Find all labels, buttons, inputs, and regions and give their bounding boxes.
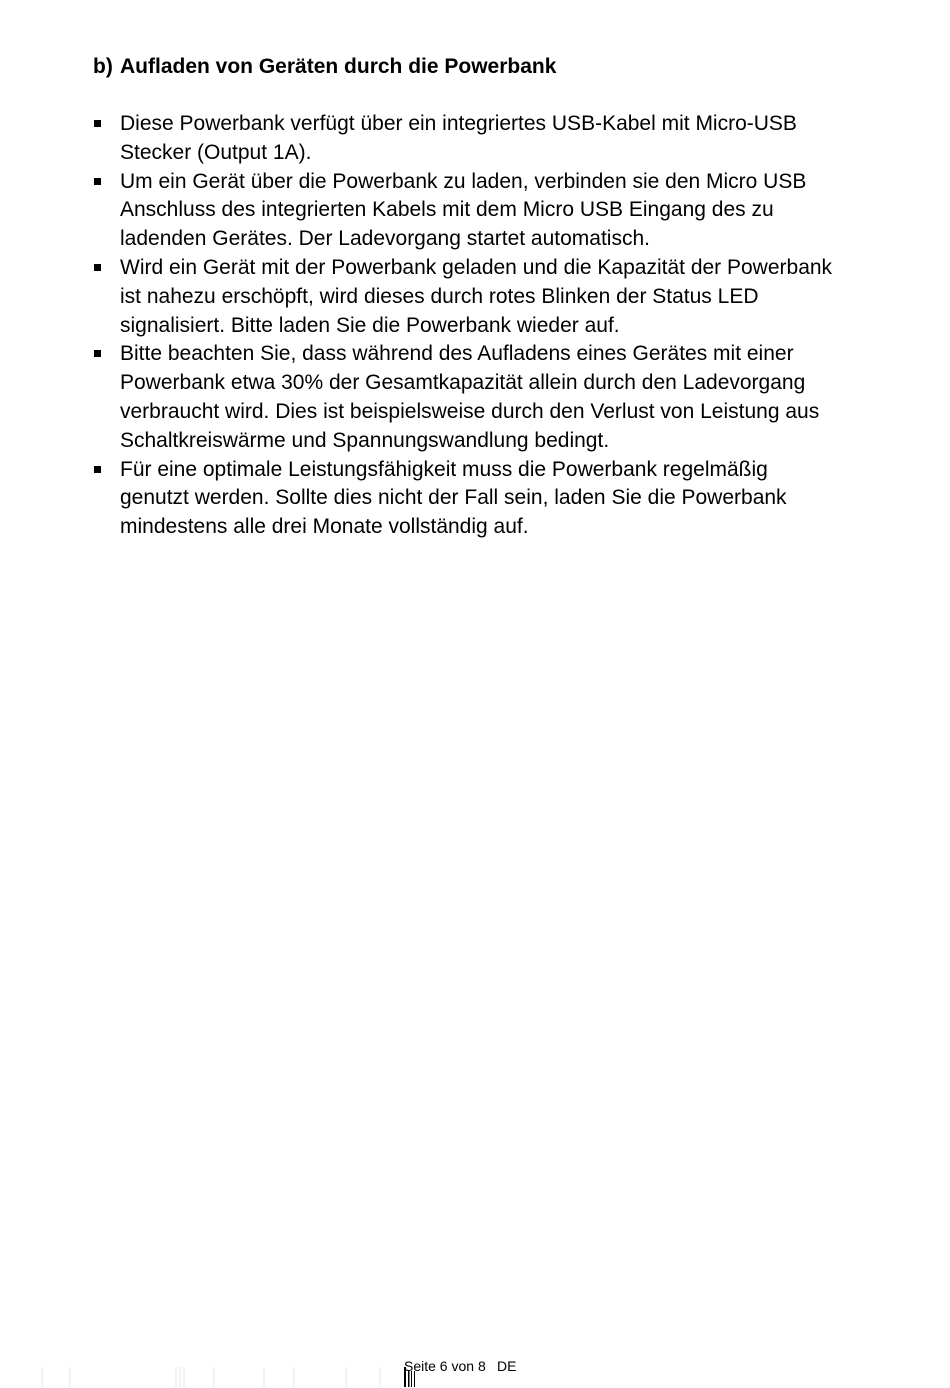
scan-artifact-marks xyxy=(40,1363,400,1387)
list-item xyxy=(93,254,833,340)
list-item-text: Für eine optimale Leistungsfähigkeit muss die Powerbank regelmäßig genutzt werden. Sollte dies nicht der Fall sein, laden Sie die Powerbank mindestens alle drei Monate vollständig auf. xyxy=(120,457,787,539)
page-footer xyxy=(0,1355,950,1388)
list-item xyxy=(93,340,833,455)
list-item xyxy=(93,168,833,254)
list-item xyxy=(93,110,833,168)
section-title: Aufladen von Geräten durch die Powerbank xyxy=(120,55,557,78)
list-item xyxy=(93,456,833,542)
square-bullet-icon xyxy=(94,178,101,185)
language-label: DE xyxy=(497,1358,517,1374)
list-item-text: Wird ein Gerät mit der Powerbank geladen und die Kapazität der Powerbank ist nahezu erschöpft, wird dieses durch rotes Blinken der Status LED signalisiert. Bitte laden Sie die Powerbank wieder auf. xyxy=(120,255,833,337)
list-item-text: Bitte beachten Sie, dass während des Aufladens eines Gerätes mit einer Powerbank etwa 30% der Gesamtkapazität allein durch den Ladevorgang verbraucht wird. Dies ist beispielsweise durch den Verlust von Leistung aus Schaltkreiswärme und Spannungswandlung bedingt. xyxy=(120,342,820,452)
page-number: Seite 6 von 8 xyxy=(404,1358,486,1374)
section-marker: b) xyxy=(93,55,113,78)
square-bullet-icon xyxy=(94,350,101,357)
square-bullet-icon xyxy=(94,466,101,473)
square-bullet-icon xyxy=(94,264,101,271)
list-item-text: Diese Powerbank verfügt über ein integriertes USB-Kabel mit Micro-USB Stecker (Output 1A). xyxy=(120,112,797,164)
square-bullet-icon xyxy=(94,120,101,127)
section-heading xyxy=(93,53,556,81)
bullet-list xyxy=(93,110,833,542)
list-item-text: Um ein Gerät über die Powerbank zu laden, verbinden sie den Micro USB Anschluss des integrierten Kabels mit dem Micro USB Eingang des zu ladenden Gerätes. Der Ladevorgang startet automatisch. xyxy=(120,169,807,251)
